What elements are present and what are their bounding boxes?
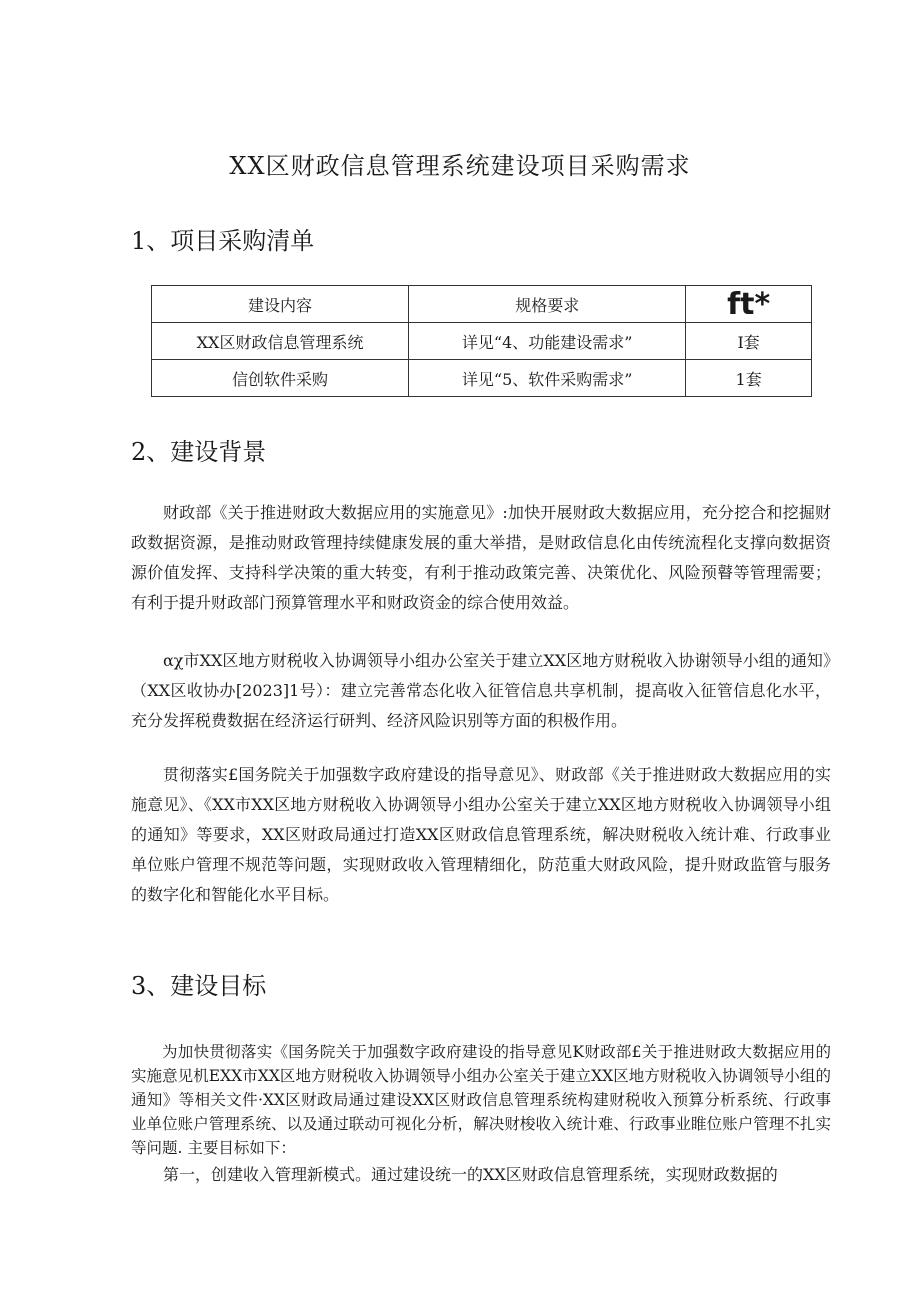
table-cell: 详见“5、软件采购需求” [409,360,686,397]
paragraph: 财政部《关于推进财政大数据应用的实施意见》:加快开展财政大数据应用，充分挖合和挖掘财政数据资源，是推动财政管理持续健康发展的重大举措，是财政信息化由传统流程化支撑向数据资源价值发挥、支持科学决策的重大转变，有利于推动政策完善、决策优化、风险预瞽等管理需要；有利于提升财政部门预算管理水平和财政资金的综合使用效益。 [131,503,831,612]
table-row [152,323,812,360]
section-heading-background: 2、建设背景 [131,438,267,466]
table-cell: XX区财政信息管理系统 [152,323,409,360]
table-cell: 信创软件采购 [152,360,409,397]
table-header-cell: 规格要求 [409,286,686,323]
paragraph: 第一，创建收入管理新模式。通过建设统一的XX区财政信息管理系统，实现财政数据的 [163,1165,778,1184]
table-header-cell: 建设内容 [152,286,409,323]
table-cell: I套 [686,323,812,360]
table-row [152,360,812,397]
section-heading-goals: 3、建设目标 [131,972,267,1000]
section-heading-procurement-list: 1、项目采购清单 [131,227,315,255]
table-header-cell: ft* [686,286,812,323]
document-title: XX区财政信息管理系统建设项目采购需求 [229,152,691,180]
paragraph: 为加快贯彻落实《国务院关于加强数字政府建设的指导意见K财政部£关于推进财政大数据应用的实施意见机EXX市XX区地方财税收入协调领导小组办公室关于建立XX区地方财税收入协调领导小组的通知》等相关文件·XX区财政局通过建设XX区财政信息管理系统构建财税收入预算分析系统、行政事业单位账户管理系统、以及通过联动可视化分析，解决财梭收入统计难、行政事业睢位账户管理不扎实等问题. 主要目标如下： [131,1043,831,1157]
table-cell: 详见“4、功能建设需求” [409,323,686,360]
procurement-table [151,285,812,397]
paragraph: 贯彻落实£国务院关于加强数字政府建设的指导意见》、财政部《关于推进财政大数据应用的实施意见》、《XX市XX区地方财税收入协调领导小组办公室关于建立XX区地方财税收入协调领导小组的通知》等要求，XX区财政局通过打造XX区财政信息管理系统，解决财税收入统计难、行政事业单位账户管理不规范等问题，实现财政收入管理精细化，防范重大财政风险，提升财政监管与服务的数字化和智能化水平目标。 [131,765,831,904]
table-cell: 1套 [686,360,812,397]
table-header-row [152,286,812,323]
paragraph: αχ市XX区地方财税收入协调领导小组办公室关于建立XX区地方财税收入协谢领导小组的通知》（XX区收协办[2023]1号）：建立完善常态化收入征管信息共享机制，提高收入征管信息化水平，充分发挥税费数据在经济运行研判、经济风险识别等方面的积极作用。 [131,651,831,730]
